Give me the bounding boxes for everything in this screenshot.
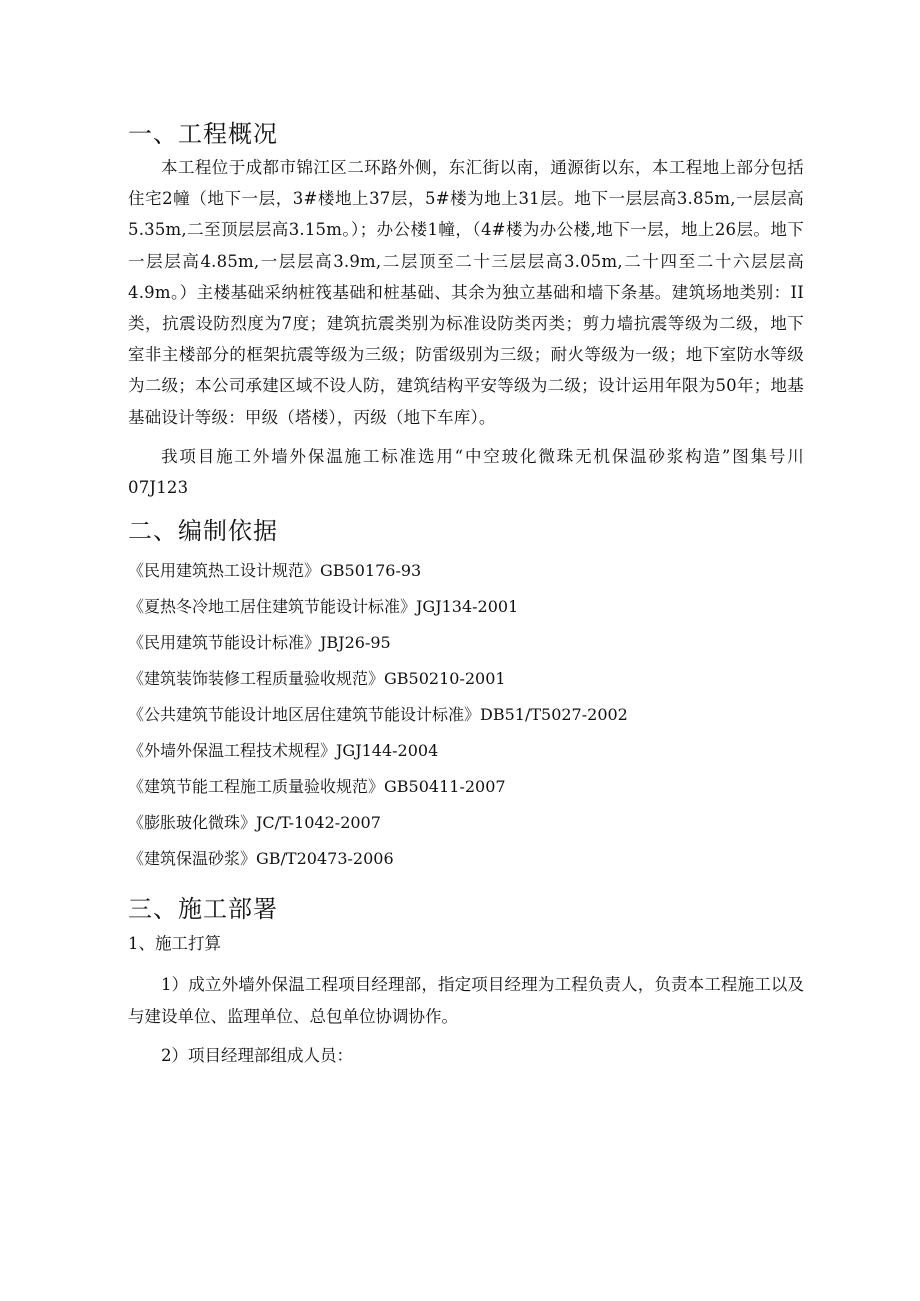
list-item: 《建筑节能工程施工质量验收规范》GB50411-2007 <box>128 777 506 797</box>
list-item: 《膨胀玻化微珠》JC/T-1042-2007 <box>128 813 381 833</box>
document-body <box>128 116 804 1072</box>
overview-paragraph: 本工程位于成都市锦江区二环路外侧，东汇街以南，通源街以东，本工程地上部分包括住宅2幢（地下一层，3#楼地上37层，5#楼为地上31层。地下一层层高3.85m,一层层高5.35m,二至顶层层高3.15m。）；办公楼1幢，（4#楼为办公楼,地下一层，地上26层。地下一层层高4.85m,一层层高3.9m,二层顶至二十三层层高3.05m,二十四至二十六层层高4.9m。）主楼基础采纳桩筏基础和桩基础、其余为独立基础和墙下条基。建筑场地类别：II类，抗震设防烈度为7度；建筑抗震类别为标准设防类丙类；剪力墙抗震等级为二级，地下室非主楼部分的框架抗震等级为三级；防雷级别为三级；耐火等级为一级；地下室防水等级为二级；本公司承建区域不设人防，建筑结构平安等级为二级；设计运用年限为50年；地基基础设计等级：甲级（塔楼），丙级（地下车库）。 <box>128 158 804 427</box>
section-heading-compilation-basis: 二、编制依据 <box>128 517 278 546</box>
list-item: 《外墙外保温工程技术规程》JGJ144-2004 <box>128 741 439 761</box>
list-item: 《建筑装饰装修工程质量验收规范》GB50210-2001 <box>128 669 506 689</box>
deployment-item-2: 2）项目经理部组成人员： <box>161 1046 353 1066</box>
subheading-construction-preparation: 1、施工打算 <box>128 934 221 954</box>
reference-list <box>128 553 804 877</box>
deployment-item-1: 1）成立外墙外保温工程项目经理部，指定项目经理为工程负责人，负责本工程施工以及与建设单位、监理单位、总包单位协调协作。 <box>128 975 804 1026</box>
insulation-standard-paragraph: 我项目施工外墙外保温施工标准选用“中空玻化微珠无机保温砂浆构造”图集号川07J123 <box>128 446 804 498</box>
section-heading-project-overview: 一、工程概况 <box>128 120 278 148</box>
list-item: 《建筑保温砂浆》GB/T20473-2006 <box>128 849 394 869</box>
list-item: 《民用建筑热工设计规范》GB50176-93 <box>128 561 422 581</box>
list-item: 《夏热冬冷地工居住建筑节能设计标准》JGJ134-2001 <box>128 597 519 617</box>
list-item: 《民用建筑节能设计标准》JBJ26-95 <box>128 633 391 653</box>
list-item: 《公共建筑节能设计地区居住建筑节能设计标准》DB51/T5027-2002 <box>128 705 628 725</box>
section-heading-construction-deployment: 三、施工部署 <box>128 895 278 924</box>
